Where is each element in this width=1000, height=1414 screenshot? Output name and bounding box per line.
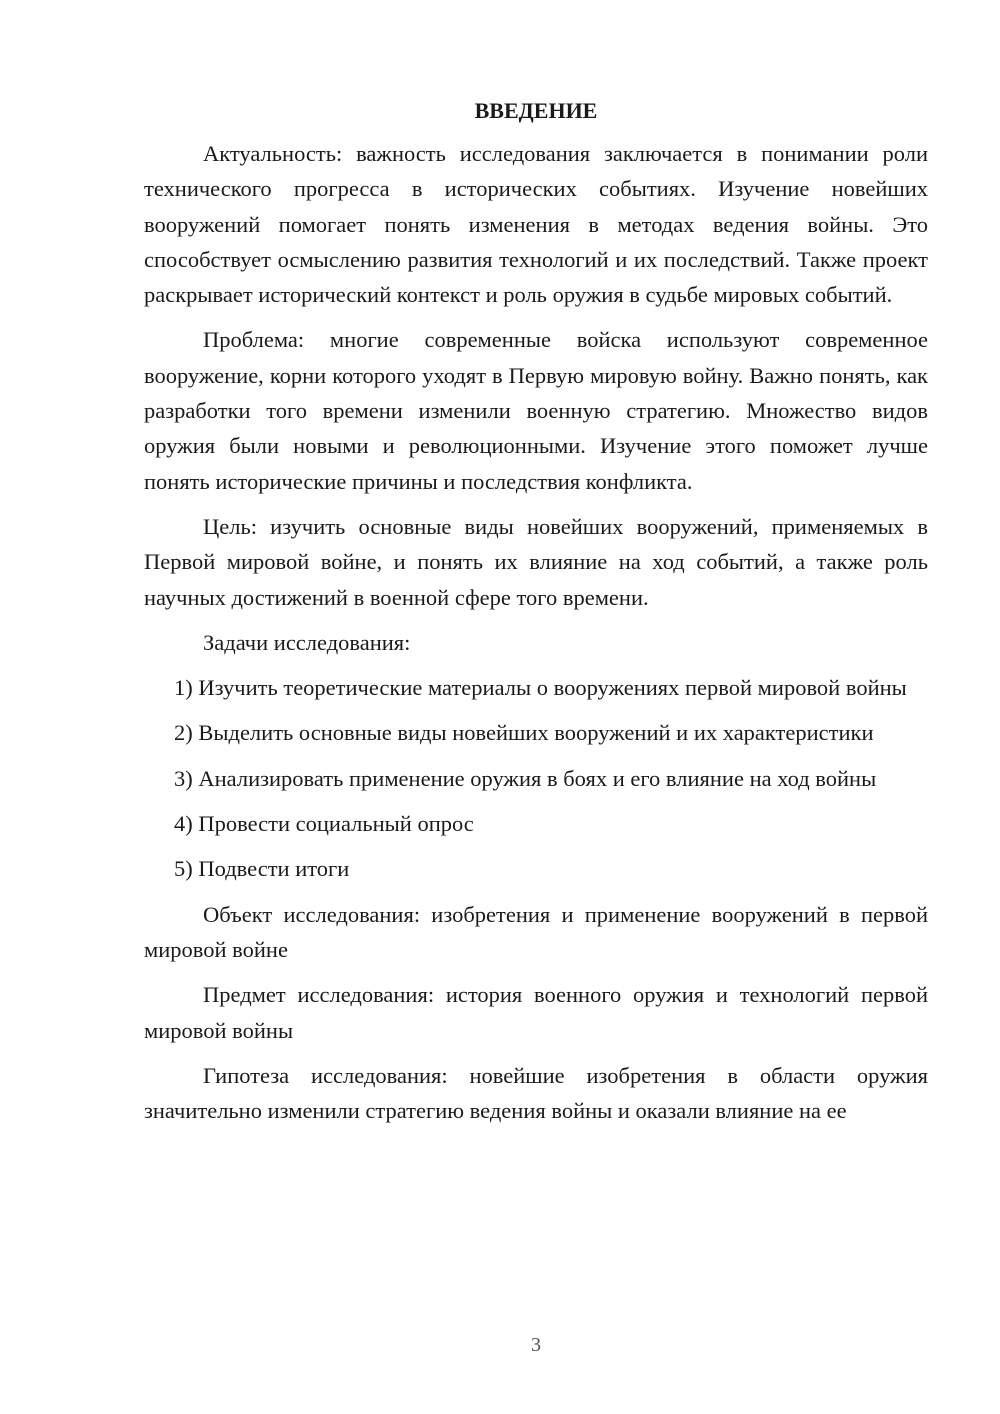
page-content (144, 96, 928, 1128)
task-item-3: 3) Анализировать применение оружия в боях и его влияние на ход войны (174, 765, 877, 791)
tasks-heading: Задачи исследования: (203, 629, 411, 655)
task-item-1: 1) Изучить теоретические материалы о вооружениях первой мировой войны (174, 675, 907, 701)
task-item-5: 5) Подвести итоги (174, 856, 350, 882)
paragraph-goal: Цель: изучить основные виды новейших вооружений, применяемых в Первой мировой войне, и понять их влияние на ход событий, а также роль научных достижений в военной сфере того времени. (144, 513, 928, 610)
paragraph-problem: Проблема: многие современные войска используют современное вооружение, корни которого уходят в Первую мировую войну. Важно понять, как разработки того времени изменили военную стратегию. Множество видов оружия были новыми и революционными. Изучение этого поможет лучше понять исторические причины и последствия конфликта. (144, 327, 928, 494)
page-number: 3 (531, 1334, 541, 1356)
paragraph-object: Объект исследования: изобретения и применение вооружений в первой мировой войне (144, 901, 928, 962)
task-item-4: 4) Провести социальный опрос (174, 811, 474, 837)
section-title: ВВЕДЕНИЕ (474, 98, 598, 123)
paragraph-relevance: Актуальность: важность исследования заключается в понимании роли технического прогресса в исторических событиях. Изучение новейших вооружений помогает понять изменения в методах ведения войны. Это способствует осмыслению развития технологий и их последствий. Также проект раскрывает исторический контекст и роль оружия в судьбе мировых событий. (144, 141, 928, 308)
task-item-2: 2) Выделить основные виды новейших вооружений и их характеристики (174, 720, 874, 746)
paragraph-hypothesis: Гипотеза исследования: новейшие изобретения в области оружия значительно изменили стратегию ведения войны и оказали влияние на ее (144, 1062, 928, 1124)
paragraph-subject: Предмет исследования: история военного оружия и технологий первой мировой войны (144, 982, 928, 1043)
